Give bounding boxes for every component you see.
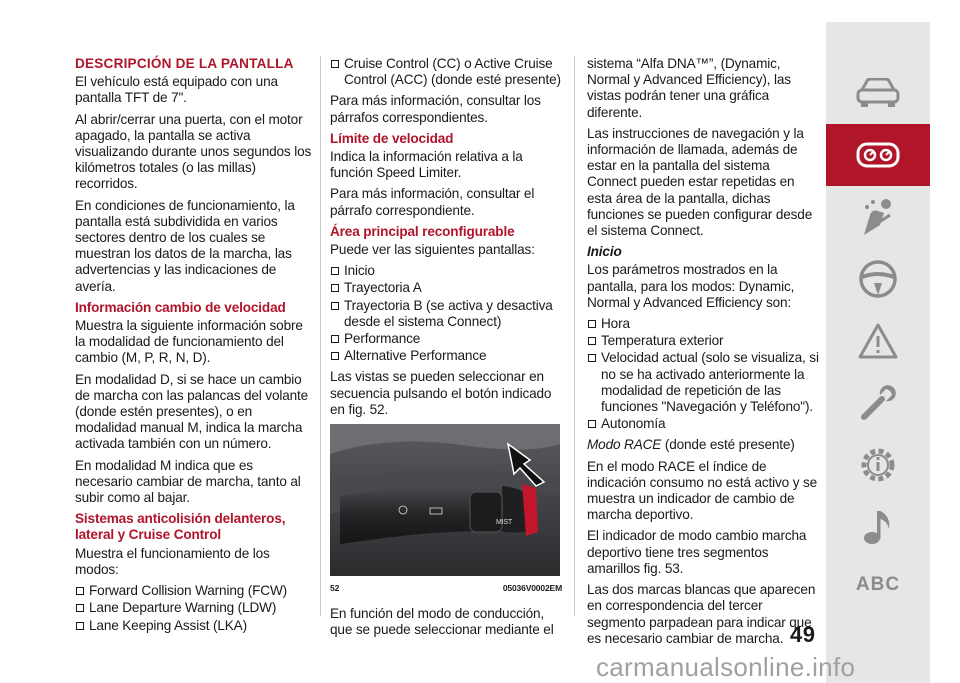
watermark: carmanualsonline.info bbox=[596, 652, 856, 682]
heading-inicio: Inicio bbox=[587, 244, 622, 260]
paragraph: Las dos marcas blancas que aparecen en correspondencia del tercer segmento parpadean para indicar que es necesario cambiar de marcha. bbox=[587, 582, 816, 646]
paragraph: Puede ver las siguientes pantallas: bbox=[330, 242, 535, 258]
airbag-seat-icon bbox=[856, 197, 900, 237]
list-item: Trayectoria A bbox=[330, 280, 562, 296]
list-item: Performance bbox=[330, 331, 562, 347]
warning-triangle-icon bbox=[857, 322, 899, 360]
list-item: Autonomía bbox=[587, 416, 819, 432]
column-divider bbox=[320, 56, 321, 616]
paragraph: En modalidad D, si se hace un cambio de marcha con las palancas del volante (donde estén presentes), o en modalidad manual M, indica la marcha activada también con un número. bbox=[75, 371, 309, 452]
list-item: Inicio bbox=[330, 263, 562, 279]
sidebar-item-emergency[interactable] bbox=[826, 310, 930, 372]
sidebar-item-safety[interactable] bbox=[826, 186, 930, 248]
music-note-icon bbox=[861, 507, 895, 547]
paragraph: Los parámetros mostrados en la pantalla, para los modos: Dynamic, Normal y Advanced Efficiency son: bbox=[587, 262, 795, 310]
heading-sistemas-anticolision: Sistemas anticolisión delanteros, lateral y Cruise Control bbox=[75, 511, 286, 543]
column-2 bbox=[330, 56, 562, 644]
figure-52-stalk-photo bbox=[330, 424, 560, 576]
list-item: Alternative Performance bbox=[330, 348, 562, 364]
paragraph: Muestra la siguiente información sobre la modalidad de funcionamiento del cambio (M, P, R, N, D). bbox=[75, 318, 303, 366]
instrument-panel-icon bbox=[856, 142, 900, 168]
list-item: Hora bbox=[587, 316, 819, 332]
paragraph: Para más información, consultar los párrafos correspondientes. bbox=[330, 93, 541, 125]
modo-race-label: Modo RACE bbox=[587, 437, 662, 453]
paragraph: sistema “Alfa DNA™”, (Dynamic, Normal y Advanced Efficiency), las vistas podrán tener una gráfica diferente. bbox=[587, 56, 791, 120]
paragraph: Para más información, consultar el párrafo correspondiente. bbox=[330, 186, 535, 218]
paragraph: Las vistas se pueden seleccionar en secuencia pulsando el botón indicado en fig. 52. bbox=[330, 369, 552, 417]
bullet-list bbox=[330, 263, 562, 364]
sidebar-item-technical-data[interactable] bbox=[826, 434, 930, 496]
paragraph: En modalidad M indica que es necesario cambiar de marcha, tanto al subir como al bajar. bbox=[75, 457, 301, 506]
steering-wheel-icon bbox=[858, 259, 898, 299]
list-item: Lane Keeping Assist (LKA) bbox=[75, 618, 313, 634]
gear-info-icon bbox=[857, 444, 899, 486]
paragraph: Las instrucciones de navegación y la información de llamada, además de estar en la pantalla del sistema Connect pueden estar repetidas en esta área de la pantalla, dichas funciones se pueden configurar desde el sistema Connect. bbox=[587, 125, 813, 239]
mist-label: MIST bbox=[496, 519, 513, 527]
list-item: Velocidad actual (solo se visualiza, si no se ha activado anteriormente la modalidad de repetición de las funciones "Navegación y Teléfono"). bbox=[587, 350, 819, 415]
list-item: Forward Collision Warning (FCW) bbox=[75, 583, 313, 599]
list-item: Trayectoria B (se activa y desactiva desde el sistema Connect) bbox=[330, 298, 562, 330]
abc-icon: ABC bbox=[855, 574, 901, 595]
sidebar-item-index[interactable] bbox=[826, 554, 930, 616]
paragraph: Indica la información relativa a la función Speed Limiter. bbox=[330, 149, 523, 181]
column-divider bbox=[574, 56, 575, 616]
heading-limite-velocidad: Límite de velocidad bbox=[330, 130, 454, 146]
list-item: Temperatura exterior bbox=[587, 333, 819, 349]
paragraph: El indicador de modo cambio marcha deportivo tiene tres segmentos amarillos fig. 53. bbox=[587, 528, 807, 576]
steering-stalk-illustration bbox=[330, 424, 560, 576]
paragraph: Al abrir/cerrar una puerta, con el motor apagado, la pantalla se activa visualizando durante unos segundos los kilómetros totales (o las millas) recorridos. bbox=[75, 111, 312, 192]
car-icon bbox=[856, 78, 900, 108]
figure-caption bbox=[330, 580, 562, 596]
sidebar-item-maintenance[interactable] bbox=[826, 372, 930, 434]
paragraph: En función del modo de conducción, que se puede seleccionar mediante el bbox=[330, 606, 554, 638]
modo-race-line bbox=[587, 437, 819, 453]
heading-descripcion-pantalla: DESCRIPCIÓN DE LA PANTALLA bbox=[75, 56, 294, 71]
wrench-icon bbox=[858, 383, 898, 423]
list-item: Lane Departure Warning (LDW) bbox=[75, 600, 313, 616]
column-3 bbox=[587, 56, 819, 652]
heading-cambio-velocidad: Información cambio de velocidad bbox=[75, 299, 286, 315]
bullet-list bbox=[75, 583, 313, 634]
modo-race-note: (donde esté presente) bbox=[661, 437, 795, 453]
figure-code: 05036V0002EM bbox=[502, 583, 562, 594]
bullet-list bbox=[587, 316, 819, 432]
sidebar-item-car[interactable] bbox=[826, 62, 930, 124]
figure-number: 52 bbox=[330, 583, 340, 594]
column-1 bbox=[75, 56, 313, 639]
sidebar-item-multimedia[interactable] bbox=[826, 496, 930, 558]
paragraph: En el modo RACE el índice de indicación consumo no está activo y se muestra un indicador de cambio de marcha deportivo. bbox=[587, 458, 818, 523]
chapter-sidebar bbox=[826, 22, 930, 683]
sidebar-item-instruments[interactable] bbox=[826, 124, 930, 186]
bullet-list bbox=[330, 56, 562, 88]
page-number: 49 bbox=[790, 622, 816, 647]
paragraph: El vehículo está equipado con una pantalla TFT de 7". bbox=[75, 74, 278, 106]
paragraph: Muestra el funcionamiento de los modos: bbox=[75, 545, 270, 577]
paragraph: En condiciones de funcionamiento, la pantalla está subdividida en varios sectores dentro de los cuales se muestran los datos de la marcha, las advertencias y las indicaciones de avería. bbox=[75, 197, 295, 294]
sidebar-item-starting-driving[interactable] bbox=[826, 248, 930, 310]
heading-area-principal: Área principal reconfigurable bbox=[330, 223, 515, 239]
list-item: Cruise Control (CC) o Active Cruise Control (ACC) (donde esté presente) bbox=[330, 56, 562, 88]
